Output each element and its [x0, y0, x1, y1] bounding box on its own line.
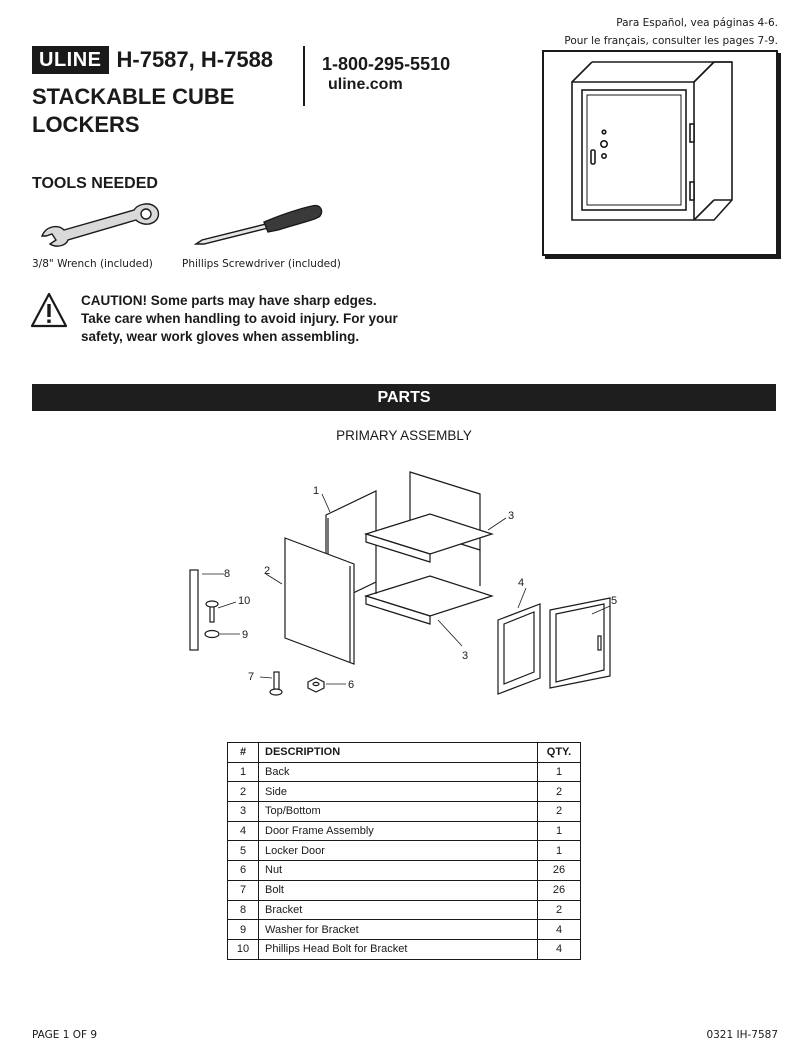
product-illustration-frame — [542, 50, 778, 256]
screwdriver-caption: Phillips Screwdriver (included) — [182, 258, 341, 270]
language-note — [564, 14, 778, 50]
part-description: Phillips Head Bolt for Bracket — [259, 939, 538, 959]
table-row — [228, 880, 581, 900]
header-divider — [303, 46, 305, 106]
washer — [205, 631, 219, 638]
product-title-line2: LOCKERS — [32, 112, 140, 137]
parts-section-header: PARTS — [32, 384, 776, 411]
table-row — [228, 900, 581, 920]
part-quantity: 1 — [538, 841, 581, 861]
part-description: Locker Door — [259, 841, 538, 861]
part-description: Bracket — [259, 900, 538, 920]
part-number: 7 — [228, 880, 259, 900]
part-number: 1 — [228, 762, 259, 782]
caution-line-2: Take care when handling to avoid injury. For your — [81, 311, 398, 326]
part-quantity: 4 — [538, 939, 581, 959]
product-title — [32, 83, 292, 139]
part-quantity: 2 — [538, 802, 581, 822]
part-quantity: 1 — [538, 762, 581, 782]
table-row — [228, 861, 581, 881]
screwdriver-icon — [192, 200, 328, 254]
part-number: 9 — [228, 920, 259, 940]
column-number-header: # — [228, 743, 259, 763]
table-row — [228, 939, 581, 959]
language-note-spanish: Para Español, vea páginas 4-6. — [616, 17, 778, 29]
uline-logo: ULINE — [32, 46, 109, 74]
callout-4: 4 — [518, 577, 525, 589]
website-link[interactable]: uline.com — [328, 76, 403, 93]
part-description: Washer for Bracket — [259, 920, 538, 940]
part-number: 2 — [228, 782, 259, 802]
callout-7: 7 — [248, 671, 255, 683]
wrench-caption: 3/8" Wrench (included) — [32, 258, 153, 270]
table-row — [228, 762, 581, 782]
product-title-line1: STACKABLE CUBE — [32, 84, 235, 109]
callout-1: 1 — [313, 485, 320, 497]
part-quantity: 26 — [538, 861, 581, 881]
column-description-header: DESCRIPTION — [259, 743, 538, 763]
table-row — [228, 802, 581, 822]
table-row — [228, 841, 581, 861]
callout-6: 6 — [348, 679, 355, 691]
column-qty-header: QTY. — [538, 743, 581, 763]
bracket-bolt — [210, 606, 214, 622]
wrench-icon — [38, 200, 168, 254]
page-number: PAGE 1 OF 9 — [32, 1029, 98, 1041]
document-code: 0321 IH-7587 — [706, 1029, 778, 1041]
language-note-french: Pour le français, consulter les pages 7-9. — [564, 35, 778, 47]
part-number: 10 — [228, 939, 259, 959]
part-description: Back — [259, 762, 538, 782]
callout-10: 10 — [238, 595, 251, 607]
caution-line-3: safety, wear work gloves when assembling. — [81, 329, 360, 344]
callout-5: 5 — [611, 595, 618, 607]
table-row — [228, 821, 581, 841]
parts-table-header — [228, 743, 581, 763]
part-quantity: 4 — [538, 920, 581, 940]
bolt — [274, 672, 279, 690]
warning-icon — [30, 292, 68, 332]
primary-assembly-heading: PRIMARY ASSEMBLY — [336, 428, 472, 443]
part-quantity: 2 — [538, 900, 581, 920]
exploded-parts-diagram — [170, 458, 640, 722]
callout-8: 8 — [224, 568, 231, 580]
part-description: Top/Bottom — [259, 802, 538, 822]
parts-table — [227, 742, 581, 960]
callout-3-top: 3 — [508, 510, 515, 522]
model-numbers: H-7587, H-7588 — [116, 47, 274, 72]
caution-line-1: CAUTION! Some parts may have sharp edges. — [81, 293, 377, 308]
part-quantity: 1 — [538, 821, 581, 841]
callout-3-bottom: 3 — [462, 650, 469, 662]
bracket — [190, 570, 198, 650]
brand-row — [32, 46, 273, 74]
table-row — [228, 782, 581, 802]
part-number: 8 — [228, 900, 259, 920]
part-description: Side — [259, 782, 538, 802]
part-description: Nut — [259, 861, 538, 881]
part-description: Door Frame Assembly — [259, 821, 538, 841]
callout-9: 9 — [242, 629, 249, 641]
phone-number: 1-800-295-5510 — [322, 54, 451, 74]
part-quantity: 2 — [538, 782, 581, 802]
part-number: 5 — [228, 841, 259, 861]
part-number: 3 — [228, 802, 259, 822]
caution-text — [81, 292, 411, 346]
part-description: Bolt — [259, 880, 538, 900]
table-row — [228, 920, 581, 940]
tools-heading: TOOLS NEEDED — [32, 175, 158, 192]
part-number: 4 — [228, 821, 259, 841]
locker-illustration — [544, 52, 776, 254]
part-number: 6 — [228, 861, 259, 881]
part-quantity: 26 — [538, 880, 581, 900]
callout-2: 2 — [264, 565, 271, 577]
